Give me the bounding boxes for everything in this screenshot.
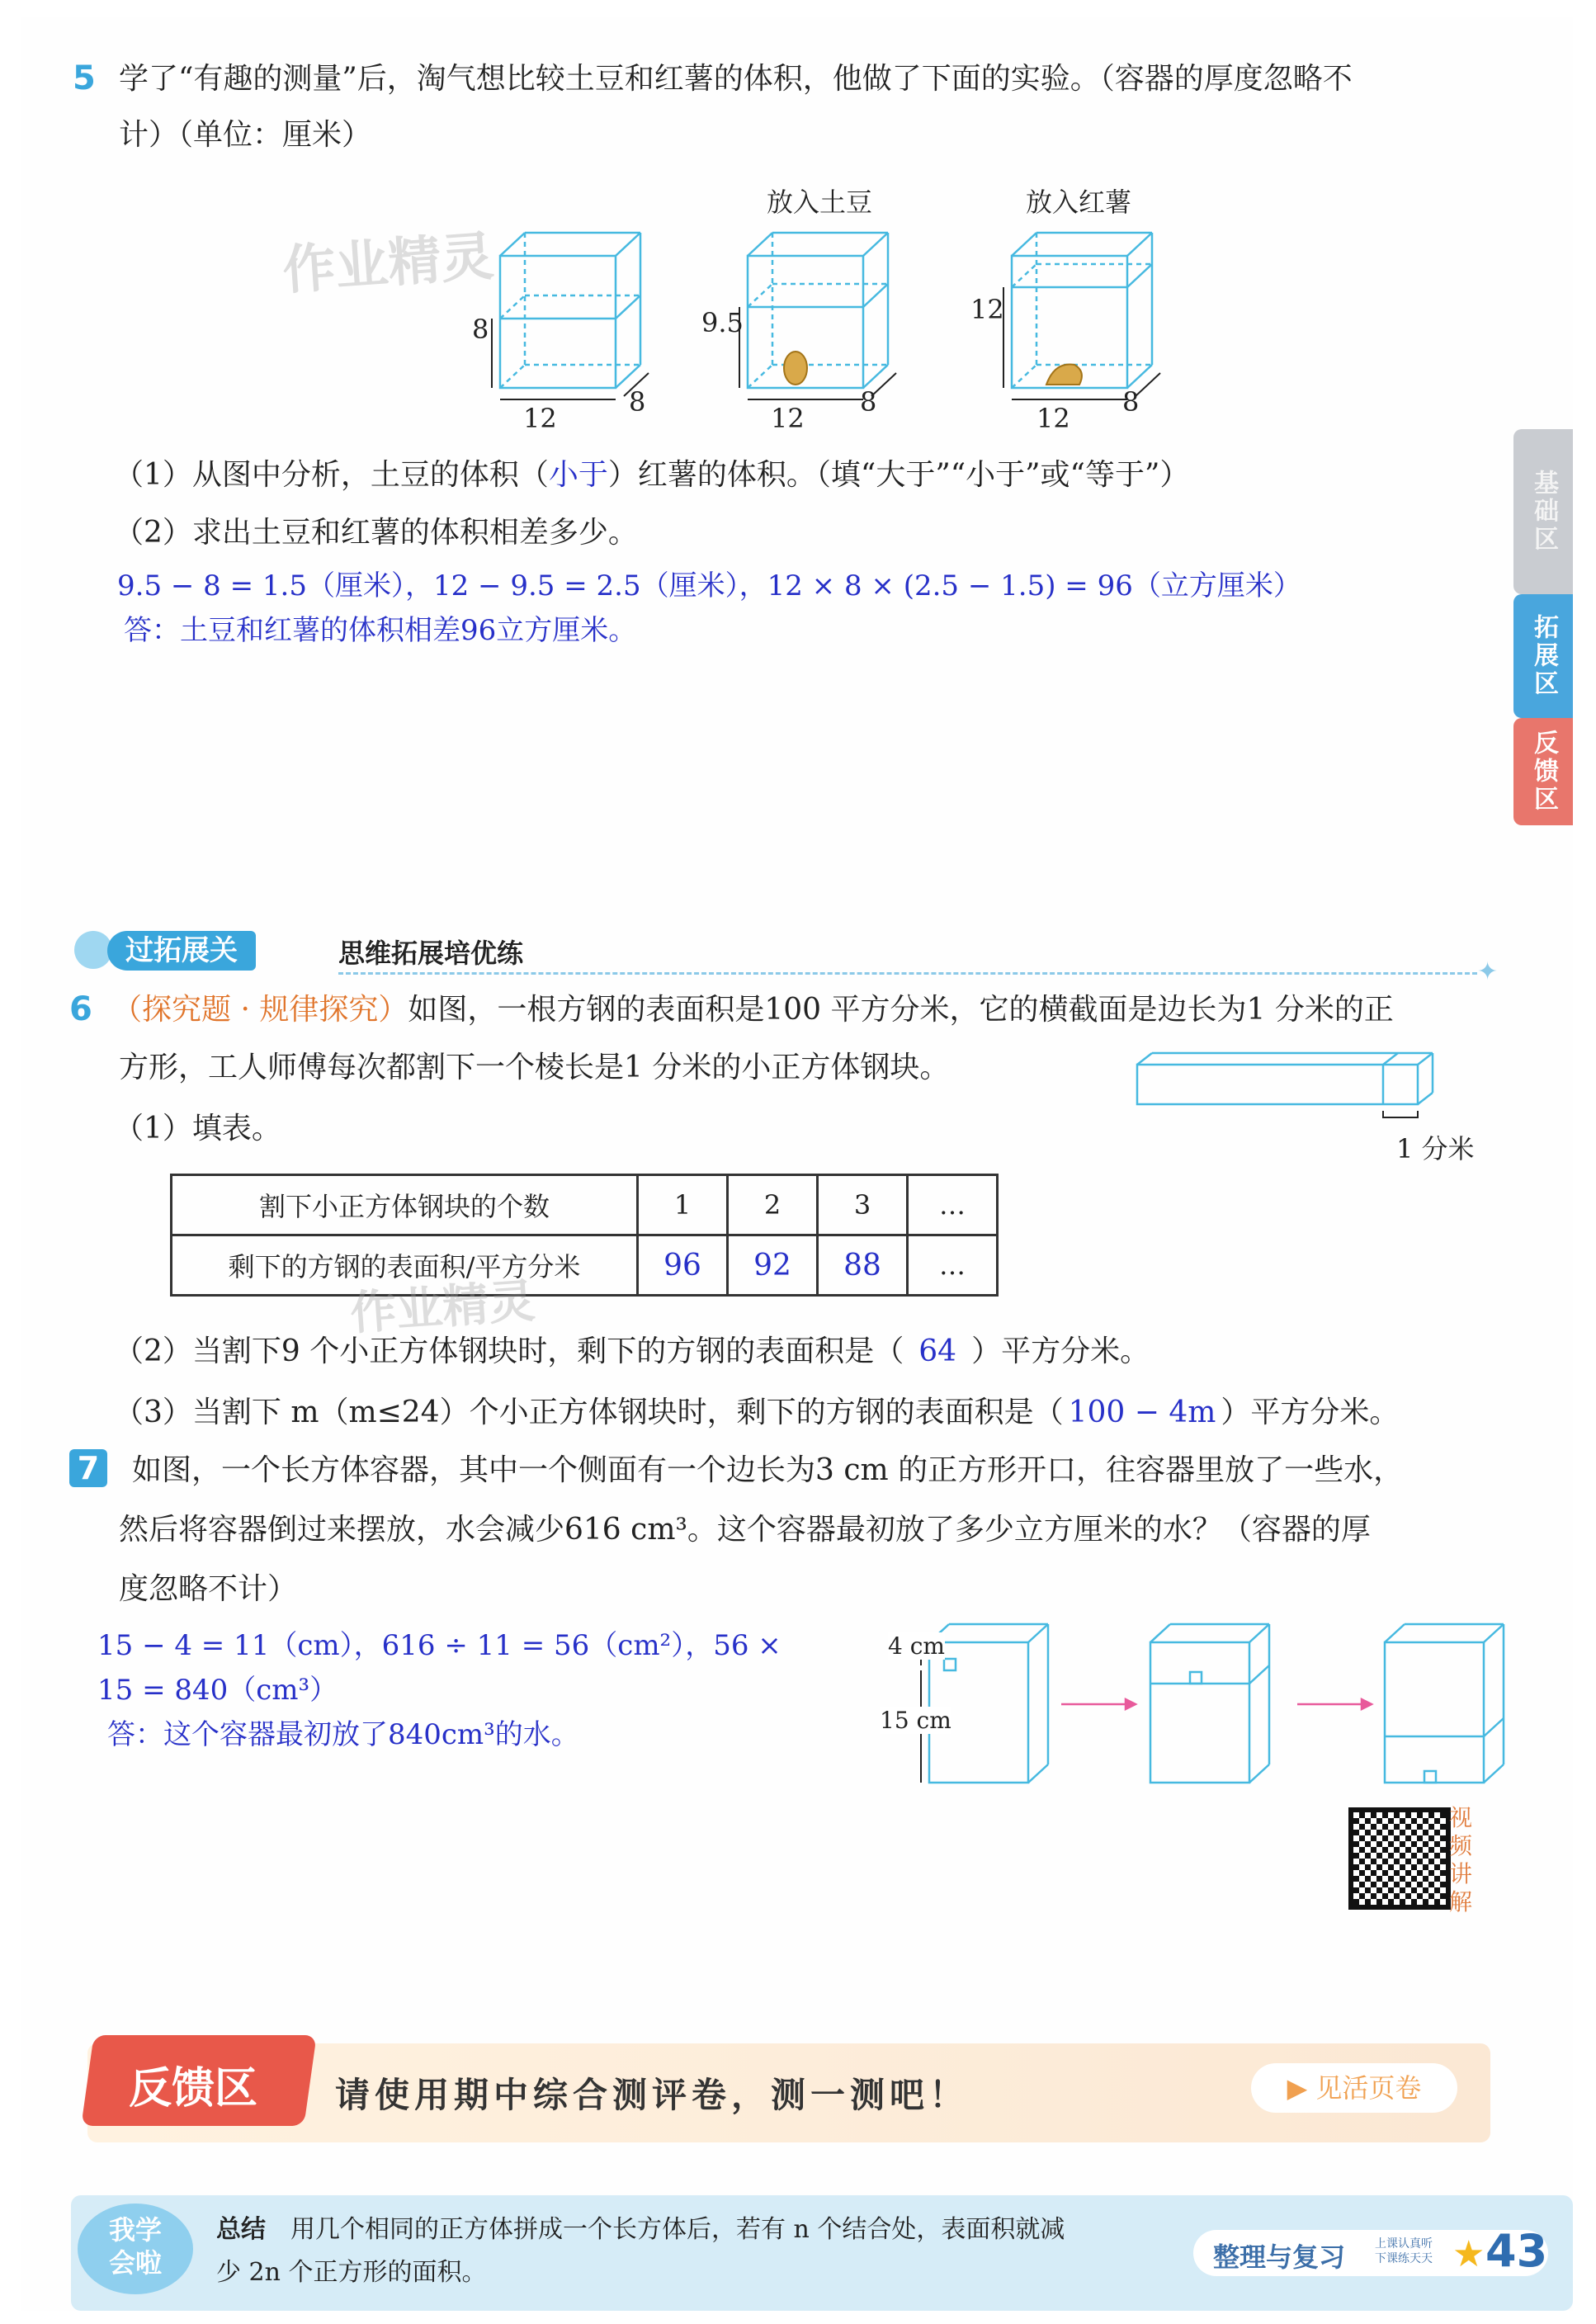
table-answer-cell[interactable]: 92 [728, 1235, 818, 1296]
tab-extension-label: 拓展区 [1529, 614, 1558, 698]
q6-part3-prefix: （3）当割下 m（m≤24）个小正方体钢块时，剩下的方钢的表面积是（ [114, 1396, 1064, 1429]
q5-solution: 9.5 − 8 = 1.5（厘米），12 − 9.5 = 2.5（厘米），12 × 8 × (2.5 − 1.5) = 96（立方厘米） [117, 569, 1301, 602]
q7-text-line1: 如图，一个长方体容器，其中一个侧面有一个边长为3 cm 的正方形开口，往容器里放了一些水， [132, 1453, 1404, 1487]
q7-answer: 答：这个容器最初放了840cm³的水。 [107, 1718, 579, 1751]
table-row [172, 1235, 998, 1296]
q7-label-bottom: 15 cm [880, 1707, 951, 1734]
q5-part2: （2）求出土豆和红薯的体积相差多少。 [114, 516, 638, 550]
q6-fill-table [170, 1174, 999, 1297]
tab-extension[interactable] [1513, 594, 1573, 718]
summary-line2: 少 2n 个正方形的面积。 [216, 2258, 487, 2287]
q7-text-line2: 然后将容器倒过来摆放，水会减少616 cm³。这个容器最初放了多少立方厘米的水？（容器的厚 [119, 1513, 1371, 1547]
page-number: 43 [1485, 2225, 1548, 2277]
table-cell: … [908, 1175, 998, 1235]
steel-bar-diagram [1136, 1046, 1490, 1137]
q7-text-line3: 度忽略不计） [119, 1572, 298, 1606]
slogan-line1: 上课认真听 [1375, 2237, 1433, 2251]
table-row1-header: 割下小正方体钢块的个数 [172, 1175, 638, 1235]
q5-part1-answer: 小于 [548, 458, 608, 492]
table-row2-header: 剩下的方钢的表面积/平方分米 [172, 1235, 638, 1296]
q6-tag: （探究题 · 规律探究） [112, 993, 408, 1027]
sweet-potato-icon [1046, 365, 1082, 385]
tab-basic-label: 基础区 [1529, 470, 1558, 554]
footer-badge: 我学会啦 [108, 2214, 162, 2279]
feedback-title: 反馈区 [129, 2064, 258, 2114]
section-subtitle: 思维拓展培优练 [338, 938, 524, 969]
q5-answer: 答：土豆和红薯的体积相差96立方厘米。 [124, 614, 637, 647]
table-answer-cell[interactable]: 96 [638, 1235, 728, 1296]
qr-label: 视频讲解 [1449, 1804, 1473, 1915]
q6-text-line2: 方形，工人师傅每次都割下一个棱长是1 分米的小正方体钢块。 [119, 1051, 950, 1084]
containers-diagram [451, 223, 1193, 446]
qr-code[interactable] [1348, 1807, 1451, 1910]
q6-part3-suffix: ）平方分米。 [1221, 1396, 1400, 1429]
section-badge: 过拓展关 [107, 931, 256, 971]
section-divider [338, 972, 1477, 975]
containers-flip-diagram [913, 1618, 1507, 1791]
watermark: 作业精灵 [281, 226, 496, 302]
q6-part1: （1）填表。 [114, 1112, 281, 1145]
see-sheet-button[interactable]: ▶ 见活页卷 [1251, 2063, 1457, 2113]
q6-part3 [114, 1390, 1399, 1436]
q7-solution-line2: 15 = 840（cm³） [97, 1674, 338, 1707]
box1-height: 8 [472, 314, 489, 345]
q5-figure [451, 182, 1193, 446]
q5-text-line1: 学了“有趣的测量”后，淘气想比较土豆和红薯的体积，他做了下面的实验。（容器的厚度忽略不 [119, 62, 1353, 96]
summary-line1: 用几个相同的正方体拼成一个长方体后，若有 n 个结合处，表面积就减 [290, 2215, 1065, 2244]
label-potato: 放入土豆 [767, 187, 873, 218]
q6-text: 如图，一根方钢的表面积是100 平方分米，它的横截面是边长为1 分米的正 [408, 993, 1394, 1027]
potato-icon [784, 352, 807, 385]
summary-label: 总结 [216, 2215, 266, 2244]
sparkle-icon: ✦ [1477, 957, 1499, 986]
table-row [172, 1175, 998, 1235]
q6-part2 [114, 1329, 1150, 1375]
q6-part2-suffix: ）平方分米。 [971, 1334, 1150, 1368]
table-cell: 1 [638, 1175, 728, 1235]
q5-text-line2: 计）（单位：厘米） [119, 118, 372, 152]
label-sweet-potato: 放入红薯 [1026, 187, 1132, 218]
q6-part2-prefix: （2）当割下9 个小正方体钢块时，剩下的方钢的表面积是（ [114, 1334, 904, 1368]
slogan [1375, 2237, 1433, 2266]
feedback-text: 请使用期中综合测评卷，测一测吧！ [335, 2075, 970, 2115]
watermark-2: 作业精灵 [348, 1274, 537, 1341]
question-number-7: 7 [69, 1449, 107, 1487]
table-cell: 2 [728, 1175, 818, 1235]
question-number-6: 6 [69, 990, 92, 1028]
star-mascot-icon: ★ [1452, 2233, 1485, 2275]
workbook-page [21, 17, 1573, 2311]
q7-label-top: 4 cm [888, 1632, 945, 1660]
q7-solution-line1: 15 − 4 = 11（cm），616 ÷ 11 = 56（cm²），56 × [97, 1629, 781, 1662]
question-number-5: 5 [73, 59, 96, 97]
steel-bar-label: 1 分米 [1396, 1133, 1475, 1164]
box3-height: 12 [970, 294, 1004, 325]
tab-feedback-label: 反馈区 [1529, 730, 1558, 814]
q5-part1-prefix: （1）从图中分析，土豆的体积（ [114, 458, 549, 492]
q5-part1 [114, 452, 1189, 498]
box1-length: 12 [523, 403, 557, 434]
box3-width: 8 [1122, 386, 1140, 418]
feedback-banner [87, 2043, 1490, 2142]
box1-width: 8 [629, 386, 646, 418]
tab-feedback[interactable] [1513, 718, 1573, 825]
chapter-title: 整理与复习 [1213, 2241, 1346, 2273]
q6-text-line1 [112, 987, 1394, 1033]
box2-width: 8 [860, 386, 877, 418]
table-answer-cell[interactable]: 88 [818, 1235, 908, 1296]
q6-part2-answer: 64 [918, 1334, 957, 1368]
section-banner [74, 926, 1499, 986]
table-cell: 3 [818, 1175, 908, 1235]
box2-length: 12 [771, 403, 805, 434]
q5-part1-suffix: ）红薯的体积。（填“大于”“小于”或“等于”） [607, 458, 1190, 492]
table-answer-cell: … [908, 1235, 998, 1296]
slogan-line2: 下课练天天 [1375, 2252, 1433, 2265]
tab-basic[interactable] [1513, 429, 1573, 594]
box3-length: 12 [1036, 403, 1070, 434]
q6-part3-answer: 100 − 4m [1068, 1396, 1216, 1429]
box2-height: 9.5 [701, 307, 744, 338]
footer-bar [71, 2195, 1573, 2311]
